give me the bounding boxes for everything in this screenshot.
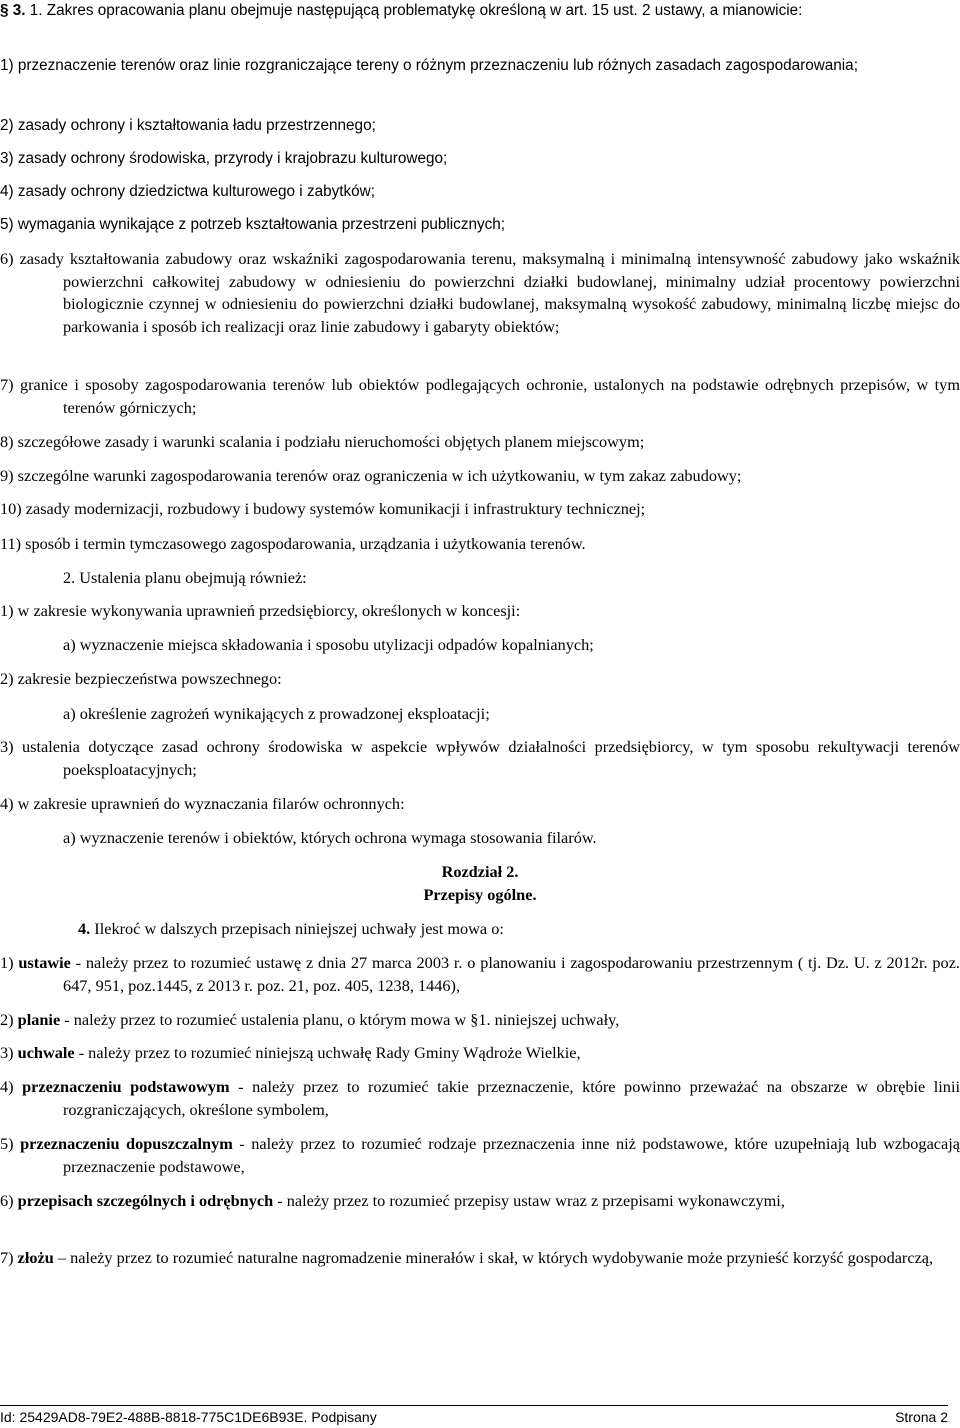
definition-item: 6) przepisach szczególnych i odrębnych - należy przez to rozumieć przepisy ustaw wraz z przepisami wykonawczymi, <box>0 1191 785 1210</box>
definition-item: 2) planie - należy przez to rozumieć ustalenia planu, o którym mowa w §1. niniejszej uchwały, <box>0 1010 620 1029</box>
list-item: 1) w zakresie wykonywania uprawnień przedsiębiorcy, określonych w koncesji: <box>0 601 521 620</box>
footer-document-id: Id: 25429AD8-79E2-488B-8818-775C1DE6B93E. Podpisany <box>0 1409 377 1425</box>
definition-item: 1) ustawie - należy przez to rozumieć ustawę z dnia 27 marca 2003 r. o planowaniu i zagospodarowaniu przestrzennym ( tj. Dz. U. z 2012r. poz. 647, 951, poz.1445, z 2013 r. poz. 21, poz. 405, 1238, 1446), <box>0 953 960 995</box>
definition-item: 7) złożu – należy przez to rozumieć naturalne nagromadzenie minerałów i skał, w których wydobywanie może przynieść korzyść gospodarczą, <box>0 1248 934 1267</box>
section-3-paragraph-2: 2. Ustalenia planu obejmują również: <box>63 568 307 587</box>
list-item: a) określenie zagrożeń wynikających z prowadzonej eksploatacji; <box>63 704 490 723</box>
definition-item: 3) uchwale - należy przez to rozumieć niniejszą uchwałę Rady Gminy Wądroże Wielkie, <box>0 1043 581 1062</box>
section-4-number: 4. <box>78 919 91 938</box>
list-item: 6) zasady kształtowania zabudowy oraz wskaźniki zagospodarowania terenu, maksymalną i minimalną intensywność zabudowy jako wskaźnik powierzchni całkowitej zabudowy w odniesieniu do powierzchni działki budowlanej, minimalny udział procentowy powierzchni biologicznie czynnej w odniesieniu do powierzchni działki budowlanej, maksymalną wysokość zabudowy, minimalną liczbę miejsc do parkowania i sposób ich realizacji oraz linie zabudowy i gabaryty obiektów; <box>0 249 960 336</box>
list-item: 11) sposób i termin tymczasowego zagospodarowania, urządzania i użytkowania terenów. <box>0 534 586 553</box>
list-item: 3) zasady ochrony środowiska, przyrody i krajobrazu kulturowego; <box>0 150 448 167</box>
list-item: 1) przeznaczenie terenów oraz linie rozgraniczające tereny o różnym przeznaczeniu lub różnych zasadach zagospodarowania; <box>0 57 858 74</box>
chapter-subtitle: Przepisy ogólne. <box>423 885 537 904</box>
list-item: 8) szczegółowe zasady i warunki scalania i podziału nieruchomości objętych planem miejscowym; <box>0 432 645 451</box>
definition-item: 5) przeznaczeniu dopuszczalnym - należy przez to rozumieć rodzaje przeznaczenia inne niż podstawowe, które uzupełniają lub wzbogacają przeznaczenie podstawowe, <box>0 1134 960 1176</box>
chapter-title: Rozdział 2. <box>441 862 519 881</box>
list-item: 4) w zakresie uprawnień do wyznaczania filarów ochronnych: <box>0 794 405 813</box>
list-item: 2) zakresie bezpieczeństwa powszechnego: <box>0 669 282 688</box>
footer-divider <box>0 1405 948 1406</box>
definition-item: 4) przeznaczeniu podstawowym - należy przez to rozumieć takie przeznaczenie, które powinno przeważać na obszarze w obrębie linii rozgraniczających, określone symbolem, <box>0 1077 960 1119</box>
list-item: a) wyznaczenie terenów i obiektów, których ochrona wymaga stosowania filarów. <box>63 828 597 847</box>
section-3-intro: § 3. 1. Zakres opracowania planu obejmuje następującą problematykę określoną w art. 15 ust. 2 ustawy, a mianowicie: <box>0 2 803 19</box>
list-item: 3) ustalenia dotyczące zasad ochrony środowiska w aspekcie wpływów działalności przedsiębiorcy, w tym sposobu rekultywacji terenów poeksploatacyjnych; <box>0 737 960 779</box>
section-4-intro: 4. Ilekroć w dalszych przepisach niniejszej uchwały jest mowa o: <box>78 919 504 938</box>
list-item: 7) granice i sposoby zagospodarowania terenów lub obiektów podlegających ochronie, ustalonych na podstawie odrębnych przepisów, w tym terenów górniczych; <box>0 375 960 417</box>
section-3-number: § 3. <box>0 2 26 19</box>
list-item: 5) wymagania wynikające z potrzeb kształtowania przestrzeni publicznych; <box>0 216 506 233</box>
list-item: a) wyznaczenie miejsca składowania i sposobu utylizacji odpadów kopalnianych; <box>63 635 594 654</box>
list-item: 2) zasady ochrony i kształtowania ładu przestrzennego; <box>0 117 376 134</box>
footer-page-number: Strona 2 <box>895 1409 948 1425</box>
list-item: 9) szczególne warunki zagospodarowania terenów oraz ograniczenia w ich użytkowaniu, w tym zakaz zabudowy; <box>0 466 742 485</box>
list-item: 10) zasady modernizacji, rozbudowy i budowy systemów komunikacji i infrastruktury technicznej; <box>0 499 646 518</box>
list-item: 4) zasady ochrony dziedzictwa kulturowego i zabytków; <box>0 183 375 200</box>
